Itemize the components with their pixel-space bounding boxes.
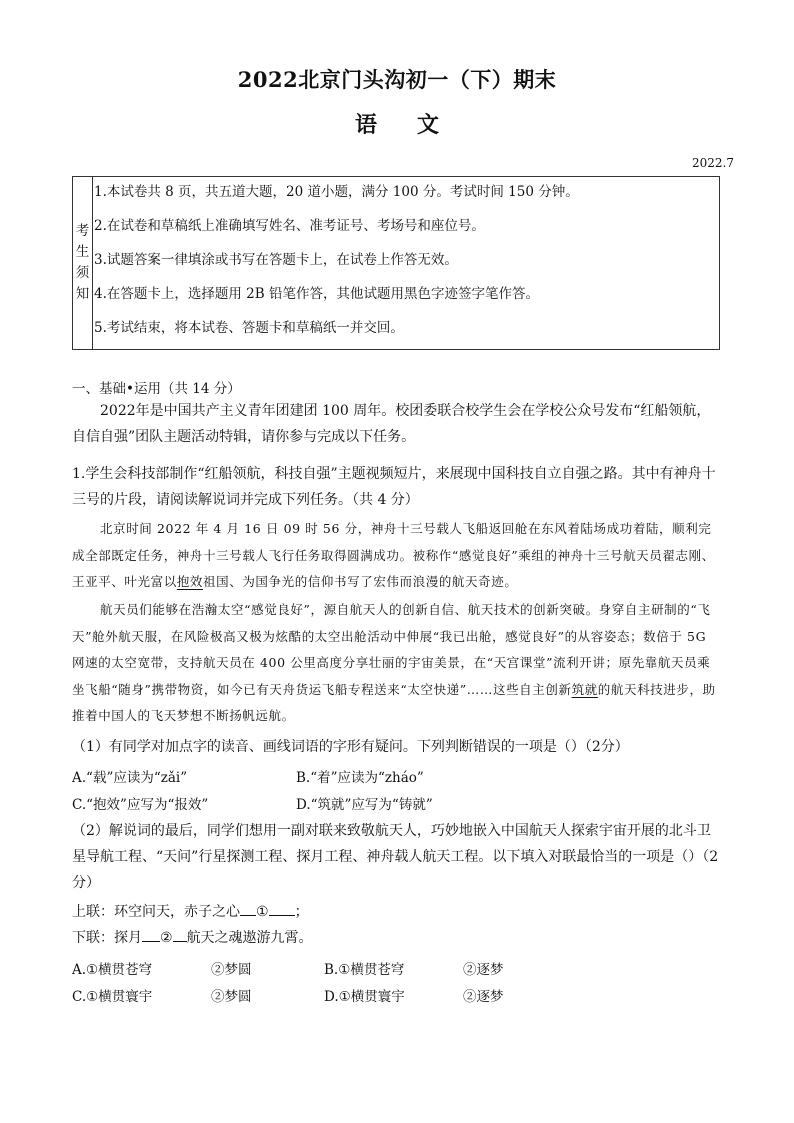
question-1-2: （2）解说词的最后，同学们想用一副对联来致敬航天人，巧妙地嵌入中国航天人探索宇宙开展的北斗卫星导航工程、“天问”行星探测工程、探月工程、神舟载人航天工程。以下填入对联最恰当的一项是（）（2分） xyxy=(72,823,719,891)
passage-text: 北京时间 2022 年 4 月 16 日 09 时 56 分，神舟十三号载人飞船返回舱在东风着陆场成功着陆，顺利完成全部既定任务，神舟十三号载人飞行任务取得圆满成功。被称作“感觉良好”乘组的神舟十三号航天员翟志刚、王亚平、叶光富以 xyxy=(72,521,715,589)
option-a: A.“载”应读为“zǎi” xyxy=(72,770,188,786)
couplet-upper xyxy=(72,899,722,925)
blank-marker: ② xyxy=(160,930,173,946)
option-b-first: B.①横贯苍穹 xyxy=(324,962,405,978)
option-c-first: C.①横贯寰宇 xyxy=(72,989,153,1005)
passage-text: 航天员们能够在浩瀚太空“感觉良好”，源自航天人的创新自信、航天技术的创新突破。身穿自主研制的“飞天”舱外航天服，在风险极高又极为炫酷的太空出舱活动中伸展“我已出舱，感觉良好”的从容姿态；数倍于 5G 网速的太空宽带，支持航天员在 400 公里高度分享壮丽的宇宙美景，在“天宫课堂”流利开讲；原先靠航天员乘坐飞船“随身”携带物资，如今已有天舟货运飞船专程送来“太空快递”……这些自主创新 xyxy=(72,602,711,697)
page-title: 2022北京门头沟初一（下）期末 xyxy=(237,67,557,92)
notice-item: 2.在试卷和草稿纸上准确填写姓名、准考证号、考场号和座位号。 xyxy=(94,218,485,234)
passage-paragraph-2 xyxy=(72,597,722,730)
passage-paragraph-1 xyxy=(72,516,722,596)
question-1-1: （1）有同学对加点字的读音、画线词语的字形有疑问。下列判断错误的一项是（）（2分） xyxy=(72,739,629,755)
underlined-word: 筑就 xyxy=(571,681,598,697)
section-heading: 一、基础•运用（共 14 分） xyxy=(72,381,241,397)
underlined-word: 抱效 xyxy=(176,574,204,589)
option-d-second: ②逐梦 xyxy=(463,989,504,1005)
option-c-second: ②梦圆 xyxy=(211,989,252,1005)
couplet-text: 上联：环空问天，赤子之心 xyxy=(72,904,240,920)
notice-side-label xyxy=(73,177,93,349)
exam-notice-box xyxy=(72,176,720,350)
notice-side-char: 须 xyxy=(75,265,90,281)
notice-item: 4.在答题卡上，选择题用 2B 铅笔作答，其他试题用黑色字迹签字笔作答。 xyxy=(94,286,539,302)
option-d-first: D.①横贯寰宇 xyxy=(324,989,405,1005)
blank-line xyxy=(142,927,160,942)
blank-marker: ① xyxy=(256,904,269,920)
subject-title: 语文 xyxy=(354,112,479,138)
notice-item: 3.试题答案一律填涂或书写在答题卡上，在试卷上作答无效。 xyxy=(94,252,458,268)
blank-line xyxy=(240,901,256,916)
section-intro: 2022年是中国共产主义青年团建团 100 周年。校团委联合校学生会在学校公众号发布“红船领航，自信自强”团队主题活动特辑，请你参与完成以下任务。 xyxy=(72,403,711,445)
option-b-second: ②逐梦 xyxy=(463,962,504,978)
couplet-text: ； xyxy=(294,904,309,920)
option-b: B.“着”应读为“zháo” xyxy=(296,770,424,786)
couplet-text: 下联：探月 xyxy=(72,930,142,946)
couplet-lower xyxy=(72,925,722,951)
notice-side-char: 知 xyxy=(75,286,90,302)
question-1-intro: 1.学生会科技部制作“红船领航，科技自强”主题视频短片，来展现中国科技自立自强之路。其中有神舟十三号的片段，请阅读解说词并完成下列任务。（共 4 分） xyxy=(72,466,716,508)
passage-text: 祖国、为国争光的信仰书写了宏伟而浪漫的航天奇迹。 xyxy=(203,574,518,589)
notice-side-char: 生 xyxy=(75,244,90,260)
option-a-first: A.①横贯苍穹 xyxy=(72,962,153,978)
blank-line xyxy=(269,901,295,916)
option-a-second: ②梦圆 xyxy=(211,962,252,978)
option-c: C.“抱效”应写为“报效” xyxy=(72,797,209,813)
notice-item: 5.考试结束，将本试卷、答题卡和草稿纸一并交回。 xyxy=(94,320,404,336)
blank-line xyxy=(173,927,187,942)
couplet-text: 航天之魂遨游九霄。 xyxy=(186,930,313,946)
option-d: D.“筑就”应写为“铸就” xyxy=(296,797,433,813)
exam-date: 2022.7 xyxy=(692,156,734,170)
passage-text: 的航天科技进步，助推着中国人的飞天梦想不断扬帆远航。 xyxy=(72,681,716,723)
notice-item: 1.本试卷共 8 页，共五道大题，20 道小题，满分 100 分。考试时间 150 分钟。 xyxy=(94,184,579,200)
notice-side-char: 考 xyxy=(75,223,90,239)
notice-list xyxy=(93,177,719,349)
